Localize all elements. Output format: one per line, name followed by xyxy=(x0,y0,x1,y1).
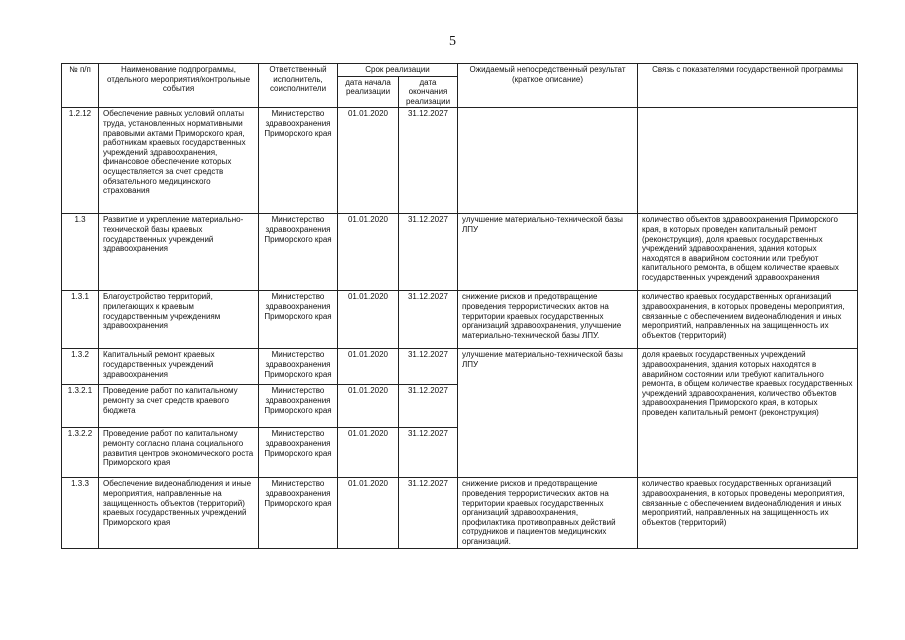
row-name: Проведение работ по капитальному ремонту согласно плана социального развития центров экономического роста Приморского края xyxy=(99,428,259,478)
table-row xyxy=(62,214,858,291)
row-end-date: 31.12.2027 xyxy=(399,349,458,385)
header-end: дата окончания реализации xyxy=(399,76,458,108)
row-result: снижение рисков и предотвращение проведения террористических актов на территории краевых государственных организаций здравоохранения, профилактика противоправных действий сотрудников и пациентов медицинских организаций. xyxy=(458,478,638,549)
row-name: Благоустройство территорий, прилегающих к краевым государственным учреждениям здравоохранения xyxy=(99,291,259,349)
header-name: Наименование подпрограммы, отдельного мероприятия/контрольные события xyxy=(99,64,259,108)
row-end-date: 31.12.2027 xyxy=(399,108,458,214)
header-link: Связь с показателями государственной программы xyxy=(638,64,858,108)
row-responsible: Министерство здравоохранения Приморского края xyxy=(259,428,338,478)
header-no: № п/п xyxy=(62,64,99,108)
row-result xyxy=(458,108,638,214)
header-start: дата начала реализации xyxy=(338,76,399,108)
row-link: количество краевых государственных организаций здравоохранения, в которых проведены мероприятия, связанные с обеспечением видеонаблюдения и иных мероприятий, направленных на защищенность их объектов (территорий) xyxy=(638,478,858,549)
row-link: количество краевых государственных организаций здравоохранения, в которых проведены мероприятия, связанные с обеспечением видеонаблюдения и иных мероприятий, направленных на защищенность их объектов (территорий) xyxy=(638,291,858,349)
row-end-date: 31.12.2027 xyxy=(399,214,458,291)
row-responsible: Министерство здравоохранения Приморского края xyxy=(259,349,338,385)
row-responsible: Министерство здравоохранения Приморского края xyxy=(259,214,338,291)
header-result: Ожидаемый непосредственный результат (краткое описание) xyxy=(458,64,638,108)
row-result: улучшение материально-технической базы ЛПУ xyxy=(458,214,638,291)
page-number: 5 xyxy=(449,34,456,49)
row-start-date: 01.01.2020 xyxy=(338,385,399,428)
row-start-date: 01.01.2020 xyxy=(338,291,399,349)
row-start-date: 01.01.2020 xyxy=(338,349,399,385)
row-responsible: Министерство здравоохранения Приморского края xyxy=(259,108,338,214)
row-number: 1.2.12 xyxy=(62,108,99,214)
program-table xyxy=(61,63,858,549)
row-start-date: 01.01.2020 xyxy=(338,214,399,291)
row-start-date: 01.01.2020 xyxy=(338,428,399,478)
row-name: Проведение работ по капитальному ремонту за счет средств краевого бюджета xyxy=(99,385,259,428)
header-period: Срок реализации xyxy=(338,64,458,77)
row-responsible: Министерство здравоохранения Приморского края xyxy=(259,385,338,428)
row-result: снижение рисков и предотвращение проведения террористических актов на территории краевых государственных организаций здравоохранения, улучшение материально-технической базы ЛПУ. xyxy=(458,291,638,349)
row-start-date: 01.01.2020 xyxy=(338,478,399,549)
row-number: 1.3.2 xyxy=(62,349,99,385)
row-end-date: 31.12.2027 xyxy=(399,291,458,349)
table-row xyxy=(62,349,858,385)
row-number: 1.3.3 xyxy=(62,478,99,549)
row-name: Развитие и укрепление материально-технической базы краевых государственных учреждений здравоохранения xyxy=(99,214,259,291)
row-end-date: 31.12.2027 xyxy=(399,385,458,428)
row-number: 1.3.2.2 xyxy=(62,428,99,478)
row-link: количество объектов здравоохранения Приморского края, в которых проведен капитальный ремонт (реконструкция), доля краевых государственных учреждений здравоохранения, здания которых находятся в аварийном состоянии или требуют капитального ремонта, в общем количестве краевых государственных учреждений здравоохранения xyxy=(638,214,858,291)
table-row xyxy=(62,478,858,549)
row-responsible: Министерство здравоохранения Приморского края xyxy=(259,478,338,549)
header-responsible: Ответственный исполнитель, соисполнители xyxy=(259,64,338,108)
header-row xyxy=(62,64,858,77)
row-link: доля краевых государственных учреждений здравоохранения, здания которых находятся в аварийном состоянии или требуют капитального ремонта, в общем количестве краевых государственных учреждений здравоохранения, количество объектов здравоохранения Приморского края, в которых проведен капитальный ремонт (реконструкция) xyxy=(638,349,858,478)
row-end-date: 31.12.2027 xyxy=(399,478,458,549)
row-number: 1.3.1 xyxy=(62,291,99,349)
row-start-date: 01.01.2020 xyxy=(338,108,399,214)
table-row xyxy=(62,108,858,214)
table-row xyxy=(62,291,858,349)
row-number: 1.3 xyxy=(62,214,99,291)
row-result: улучшение материально-технической базы ЛПУ xyxy=(458,349,638,478)
row-number: 1.3.2.1 xyxy=(62,385,99,428)
row-link xyxy=(638,108,858,214)
row-name: Обеспечение видеонаблюдения и иные мероприятия, направленные на защищенность объектов (территорий) краевых государственных учреждений Приморского края xyxy=(99,478,259,549)
row-responsible: Министерство здравоохранения Приморского края xyxy=(259,291,338,349)
row-name: Капитальный ремонт краевых государственных учреждений здравоохранения xyxy=(99,349,259,385)
row-name: Обеспечение равных условий оплаты труда, установленных нормативными правовыми актами Приморского края, работникам краевых государственных учреждений здравоохранения, финансовое обеспечение которых осуществляется за счет средств обязательного медицинского страхования xyxy=(99,108,259,214)
row-end-date: 31.12.2027 xyxy=(399,428,458,478)
